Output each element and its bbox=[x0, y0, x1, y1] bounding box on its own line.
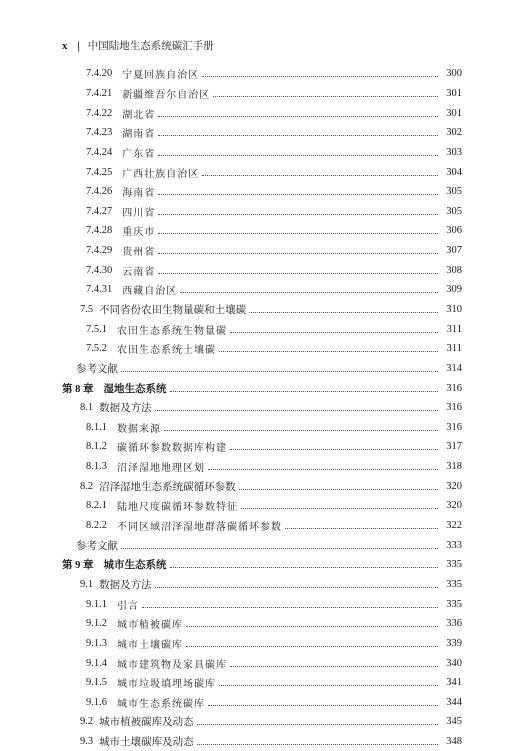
toc-entry-number: 8.1.3 bbox=[86, 461, 107, 473]
toc-entry-title: 湖北省 bbox=[122, 109, 156, 121]
toc-entry-page-number: 305 bbox=[446, 205, 462, 217]
toc-entry-page-number: 316 bbox=[446, 382, 462, 394]
toc-entry-sub[interactable] bbox=[0, 653, 520, 673]
toc-entry-title: 新疆维吾尔自治区 bbox=[122, 89, 211, 101]
toc-entry-page-number: 335 bbox=[446, 559, 462, 571]
dot-leader bbox=[239, 489, 438, 490]
toc-entry-sub[interactable] bbox=[0, 201, 520, 221]
dot-leader bbox=[197, 744, 438, 745]
toc-entry-title: 碳循环参数数据库构建 bbox=[117, 443, 227, 455]
toc-entry-sub[interactable] bbox=[0, 516, 520, 536]
dot-leader bbox=[164, 430, 438, 431]
toc-entry-number: 7.4.31 bbox=[86, 284, 113, 296]
toc-entry-title: 农田生态系统土壤碳 bbox=[117, 345, 216, 357]
toc-entry-number: 7.4.26 bbox=[86, 186, 113, 198]
toc-entry-number: 9.3 bbox=[80, 736, 94, 748]
header-separator: | bbox=[76, 40, 81, 52]
toc-entry-sub[interactable] bbox=[0, 143, 520, 163]
table-of-contents bbox=[0, 64, 520, 751]
toc-entry-title: 城市生态系统碳库 bbox=[117, 698, 205, 710]
toc-entry-sub[interactable] bbox=[0, 673, 520, 693]
toc-entry-sec[interactable] bbox=[0, 476, 520, 496]
toc-entry-number: 7.4.29 bbox=[86, 245, 113, 257]
toc-entry-page-number: 307 bbox=[446, 245, 462, 257]
toc-entry-title: 宁夏回族自治区 bbox=[122, 70, 200, 82]
toc-entry-sub[interactable] bbox=[0, 614, 520, 634]
toc-entry-title: 数据及方法 bbox=[99, 578, 152, 591]
toc-entry-sub[interactable] bbox=[0, 693, 520, 713]
toc-entry-title: 城市土壤碳库及动态 bbox=[99, 736, 194, 749]
toc-entry-page-number: 344 bbox=[446, 696, 462, 708]
toc-entry-number: 7.5 bbox=[80, 304, 94, 315]
toc-entry-sub[interactable] bbox=[0, 123, 520, 143]
dot-leader bbox=[180, 292, 438, 293]
toc-entry-number: 8.2.1 bbox=[86, 500, 107, 512]
dot-leader bbox=[170, 391, 439, 392]
toc-entry-number: 第 9 章 bbox=[62, 560, 94, 572]
dot-leader bbox=[249, 312, 438, 313]
toc-entry-page-number: 318 bbox=[446, 461, 462, 473]
toc-entry-page-number: 302 bbox=[446, 127, 462, 139]
toc-entry-number: 7.5.1 bbox=[86, 323, 107, 335]
dot-leader bbox=[202, 175, 438, 176]
toc-entry-page-number: 308 bbox=[446, 264, 462, 276]
toc-entry-page-number: 311 bbox=[446, 323, 462, 335]
dot-leader bbox=[186, 626, 438, 627]
toc-entry-sub[interactable] bbox=[0, 221, 520, 241]
toc-entry-ref[interactable] bbox=[0, 535, 520, 555]
dot-leader bbox=[208, 705, 438, 706]
toc-entry-page-number: 316 bbox=[446, 421, 462, 433]
toc-entry-number: 9.1.4 bbox=[86, 657, 107, 669]
dot-leader bbox=[285, 528, 438, 529]
dot-leader bbox=[219, 685, 438, 686]
running-header bbox=[62, 40, 214, 52]
toc-entry-page-number: 304 bbox=[446, 166, 462, 178]
toc-entry-number: 7.4.27 bbox=[86, 205, 113, 217]
toc-entry-title: 重庆市 bbox=[122, 227, 156, 239]
toc-entry-number: 第 8 章 bbox=[62, 383, 94, 395]
toc-entry-title: 城市土壤碳库 bbox=[117, 639, 183, 651]
dot-leader bbox=[158, 233, 438, 234]
toc-entry-title: 陆地尺度碳循环参数特征 bbox=[117, 502, 238, 514]
toc-entry-page-number: 301 bbox=[446, 107, 462, 119]
dot-leader bbox=[142, 607, 438, 608]
toc-entry-page-number: 345 bbox=[446, 716, 462, 728]
header-book-title: 中国陆地生态系统碳汇手册 bbox=[87, 40, 214, 52]
dot-leader bbox=[241, 508, 438, 509]
dot-leader bbox=[158, 253, 438, 254]
toc-entry-title: 数据及方法 bbox=[99, 402, 152, 415]
toc-entry-title: 云南省 bbox=[122, 266, 156, 278]
toc-entry-title: 参考文献 bbox=[76, 539, 118, 552]
toc-entry-sub[interactable] bbox=[0, 260, 520, 280]
toc-entry-page-number: 314 bbox=[446, 362, 462, 374]
toc-entry-title: 城市植被碳库及动态 bbox=[99, 716, 194, 729]
toc-entry-number: 7.4.22 bbox=[86, 107, 113, 119]
toc-entry-sub[interactable] bbox=[0, 280, 520, 300]
toc-entry-title: 四川省 bbox=[122, 207, 156, 219]
toc-entry-sub[interactable] bbox=[0, 437, 520, 457]
toc-entry-number: 7.4.28 bbox=[86, 225, 113, 237]
toc-entry-number: 8.1.2 bbox=[86, 441, 107, 453]
toc-entry-sub[interactable] bbox=[0, 162, 520, 182]
toc-entry-sec[interactable] bbox=[0, 398, 520, 418]
toc-entry-page-number: 301 bbox=[446, 87, 462, 99]
toc-entry-page-number: 317 bbox=[446, 441, 462, 453]
toc-entry-number: 7.5.2 bbox=[86, 343, 107, 355]
toc-entry-sub[interactable] bbox=[0, 103, 520, 123]
toc-entry-page-number: 335 bbox=[446, 598, 462, 610]
toc-entry-chapter[interactable] bbox=[0, 378, 520, 398]
toc-entry-chapter[interactable] bbox=[0, 555, 520, 575]
toc-entry-number: 8.1 bbox=[80, 402, 94, 414]
toc-entry-page-number: 348 bbox=[446, 736, 462, 748]
toc-entry-sec[interactable] bbox=[0, 732, 520, 751]
toc-entry-title: 不同区域沼泽湿地群落碳循环参数 bbox=[117, 522, 282, 534]
toc-entry-title: 城市生态系统 bbox=[103, 559, 167, 572]
dot-leader bbox=[219, 351, 438, 352]
toc-entry-page-number: 309 bbox=[446, 284, 462, 296]
dot-leader bbox=[155, 587, 438, 588]
toc-entry-number: 7.4.30 bbox=[86, 264, 113, 276]
toc-entry-page-number: 333 bbox=[446, 539, 462, 551]
dot-leader bbox=[170, 567, 439, 568]
toc-entry-title: 城市建筑物及家具碳库 bbox=[117, 659, 227, 671]
dot-leader bbox=[213, 96, 438, 97]
toc-entry-sec[interactable] bbox=[0, 712, 520, 732]
header-page-number: x bbox=[62, 40, 68, 52]
toc-entry-number: 9.1 bbox=[80, 578, 94, 590]
toc-entry-title: 引言 bbox=[117, 600, 139, 612]
toc-entry-sub[interactable] bbox=[0, 241, 520, 261]
dot-leader bbox=[230, 449, 438, 450]
toc-entry-title: 西藏自治区 bbox=[122, 286, 178, 298]
toc-entry-sub[interactable] bbox=[0, 182, 520, 202]
toc-entry-page-number: 306 bbox=[446, 225, 462, 237]
toc-entry-title: 城市植被碳库 bbox=[117, 620, 183, 632]
toc-entry-page-number: 335 bbox=[446, 578, 462, 590]
toc-entry-title: 湿地生态系统 bbox=[103, 382, 167, 395]
toc-entry-number: 8.2.2 bbox=[86, 520, 107, 532]
toc-entry-number: 9.1.1 bbox=[86, 598, 107, 610]
toc-entry-sub[interactable] bbox=[0, 64, 520, 84]
toc-entry-sub[interactable] bbox=[0, 84, 520, 104]
toc-entry-page-number: 322 bbox=[446, 520, 462, 532]
toc-entry-number: 7.4.23 bbox=[86, 127, 113, 139]
toc-entry-page-number: 336 bbox=[446, 618, 462, 630]
dot-leader bbox=[202, 76, 438, 77]
toc-entry-page-number: 341 bbox=[446, 677, 462, 689]
toc-entry-page-number: 320 bbox=[446, 480, 462, 492]
dot-leader bbox=[208, 469, 438, 470]
toc-entry-title: 不同省份农田生物量碳和土壤碳 bbox=[99, 304, 247, 316]
toc-entry-page-number: 320 bbox=[446, 500, 462, 512]
toc-entry-ref[interactable] bbox=[0, 359, 520, 379]
dot-leader bbox=[230, 332, 438, 333]
toc-entry-title: 参考文献 bbox=[76, 362, 118, 375]
toc-entry-page-number: 305 bbox=[446, 186, 462, 198]
toc-entry-sec[interactable] bbox=[0, 300, 520, 320]
toc-entry-page-number: 311 bbox=[446, 343, 462, 355]
toc-entry-title: 湖南省 bbox=[122, 129, 156, 141]
toc-entry-page-number: 340 bbox=[446, 657, 462, 669]
toc-entry-number: 9.1.6 bbox=[86, 696, 107, 708]
toc-entry-number: 9.1.5 bbox=[86, 677, 107, 689]
toc-entry-number: 7.4.24 bbox=[86, 146, 113, 158]
dot-leader bbox=[121, 548, 438, 549]
dot-leader bbox=[158, 273, 438, 274]
toc-entry-sub[interactable] bbox=[0, 496, 520, 516]
toc-entry-number: 9.2 bbox=[80, 716, 94, 728]
toc-entry-page-number: 310 bbox=[446, 304, 462, 315]
toc-entry-title: 贵州省 bbox=[122, 247, 156, 259]
dot-leader bbox=[158, 155, 438, 156]
toc-entry-page-number: 316 bbox=[446, 402, 462, 414]
toc-entry-number: 8.2 bbox=[80, 480, 94, 492]
toc-entry-title: 数据来源 bbox=[117, 423, 161, 435]
toc-entry-number: 9.1.2 bbox=[86, 618, 107, 630]
toc-entry-sub[interactable] bbox=[0, 418, 520, 438]
dot-leader bbox=[158, 194, 438, 195]
dot-leader bbox=[197, 724, 438, 725]
dot-leader bbox=[158, 116, 438, 117]
toc-entry-title: 广东省 bbox=[122, 148, 156, 160]
toc-entry-title: 沼泽湿地生态系统碳循环参数 bbox=[99, 480, 236, 493]
dot-leader bbox=[121, 371, 438, 372]
toc-entry-number: 7.4.21 bbox=[86, 87, 113, 99]
dot-leader bbox=[155, 410, 438, 411]
toc-entry-page-number: 339 bbox=[446, 637, 462, 649]
toc-entry-sub[interactable] bbox=[0, 339, 520, 359]
dot-leader bbox=[158, 214, 438, 215]
toc-entry-page-number: 300 bbox=[446, 68, 462, 80]
toc-entry-page-number: 303 bbox=[446, 146, 462, 158]
toc-entry-sub[interactable] bbox=[0, 634, 520, 654]
toc-entry-number: 7.4.20 bbox=[86, 68, 113, 80]
toc-entry-number: 8.1.1 bbox=[86, 421, 107, 433]
toc-entry-sec[interactable] bbox=[0, 575, 520, 595]
toc-entry-number: 9.1.3 bbox=[86, 637, 107, 649]
toc-entry-sub[interactable] bbox=[0, 594, 520, 614]
dot-leader bbox=[158, 135, 438, 136]
toc-entry-title: 农田生态系统生物量碳 bbox=[117, 325, 227, 337]
dot-leader bbox=[230, 666, 438, 667]
toc-entry-number: 7.4.25 bbox=[86, 166, 113, 178]
toc-entry-title: 广西壮族自治区 bbox=[122, 168, 200, 180]
toc-entry-sub[interactable] bbox=[0, 319, 520, 339]
toc-entry-title: 海南省 bbox=[122, 188, 156, 200]
toc-entry-sub[interactable] bbox=[0, 457, 520, 477]
dot-leader bbox=[186, 646, 438, 647]
toc-entry-title: 沼泽湿地地理区划 bbox=[117, 463, 205, 475]
toc-entry-title: 城市垃圾填埋场碳库 bbox=[117, 679, 216, 691]
